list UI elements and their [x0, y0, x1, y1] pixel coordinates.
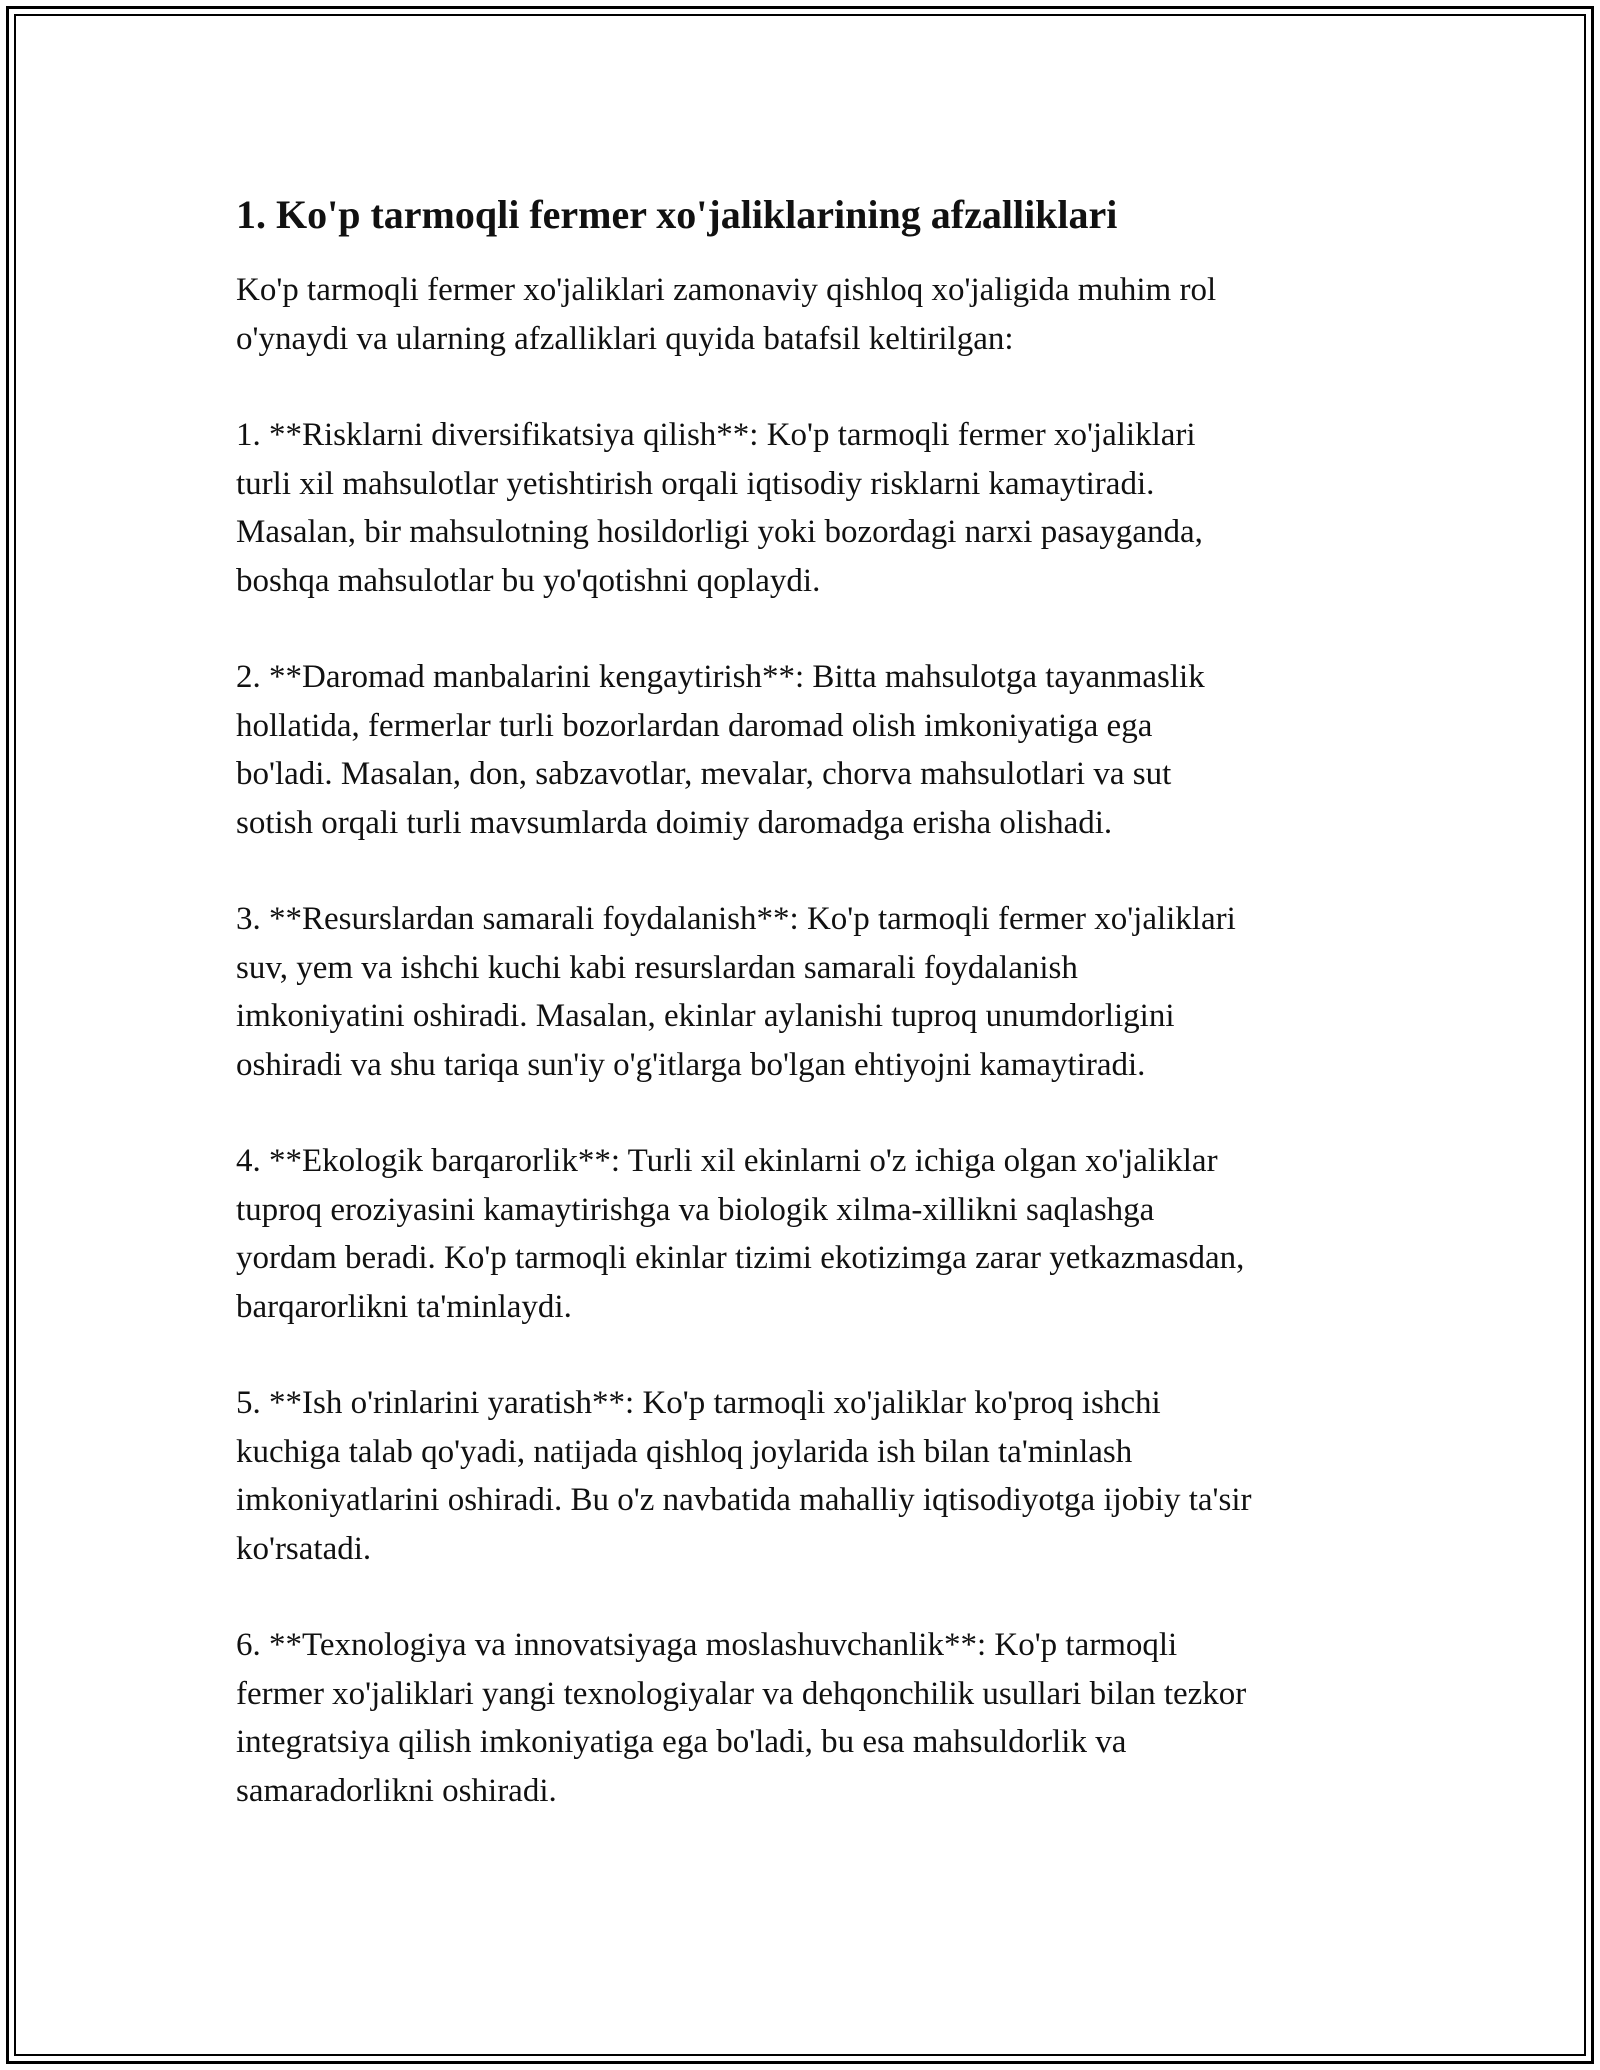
paragraph-line: bo'ladi. Masalan, don, sabzavotlar, mevalar, chorva mahsulotlari va sut	[236, 756, 1172, 792]
document-title: 1. Ko'p tarmoqli fermer xo'jaliklarining afzalliklari	[236, 192, 1118, 237]
paragraph-line: fermer xo'jaliklari yangi texnologiyalar va dehqonchilik usullari bilan tezkor	[236, 1675, 1247, 1712]
document-body	[236, 190, 1376, 1863]
list-item-risk-diversification	[236, 411, 1376, 605]
paragraph-line: suv, yem va ishchi kuchi kabi resurslardan samarali foydalanish	[236, 949, 1078, 986]
paragraph-line: 3. **Resurslardan samarali foydalanish**: Ko'p tarmoqli fermer xo'jaliklari	[236, 901, 1236, 937]
paragraph-line: imkoniyatini oshiradi. Masalan, ekinlar aylanishi tuproq unumdorligini	[236, 998, 1175, 1034]
list-item-income-sources	[236, 653, 1376, 847]
paragraph-line: kuchiga talab qo'yadi, natijada qishloq joylarida ish bilan ta'minlash	[236, 1433, 1133, 1470]
list-item-technology-adaptability	[236, 1621, 1376, 1815]
paragraph-line: turli xil mahsulotlar yetishtirish orqali iqtisodiy risklarni kamaytiradi.	[236, 465, 1155, 502]
paragraph-line: 2. **Daromad manbalarini kengaytirish**: Bitta mahsulotga tayanmaslik	[236, 659, 1205, 695]
paragraph-line: 5. **Ish o'rinlarini yaratish**: Ko'p tarmoqli xo'jaliklar ko'proq ishchi	[236, 1385, 1161, 1421]
paragraph-line: 1. **Risklarni diversifikatsiya qilish**: Ko'p tarmoqli fermer xo'jaliklari	[236, 417, 1196, 453]
paragraph-line: oshiradi va shu tariqa sun'iy o'g'itlarga bo'lgan ehtiyojni kamaytiradi.	[236, 1046, 1146, 1083]
paragraph-line: boshqa mahsulotlar bu yo'qotishni qoplaydi.	[236, 562, 821, 599]
paragraph-line: Ko'p tarmoqli fermer xo'jaliklari zamonaviy qishloq xo'jaligida muhim rol	[236, 272, 1217, 308]
paragraph-line: 6. **Texnologiya va innovatsiyaga moslashuvchanlik**: Ko'p tarmoqli	[236, 1627, 1178, 1663]
list-item-resource-efficiency	[236, 895, 1376, 1089]
paragraph-line: barqarorlikni ta'minlaydi.	[236, 1288, 572, 1325]
list-item-ecological-stability	[236, 1137, 1376, 1331]
paragraph-line: 4. **Ekologik barqarorlik**: Turli xil ekinlarni o'z ichiga olgan xo'jaliklar	[236, 1143, 1218, 1179]
paragraph-line: tuproq eroziyasini kamaytirishga va biologik xilma-xillikni saqlashga	[236, 1191, 1155, 1228]
list-item-job-creation	[236, 1379, 1376, 1573]
paragraph-line: ko'rsatadi.	[236, 1530, 372, 1567]
paragraph-line: sotish orqali turli mavsumlarda doimiy daromadga erisha olishadi.	[236, 804, 1113, 841]
paragraph-line: hollatida, fermerlar turli bozorlardan daromad olish imkoniyatiga ega	[236, 707, 1153, 744]
intro-paragraph	[236, 266, 1376, 363]
paragraph-line: yordam beradi. Ko'p tarmoqli ekinlar tizimi ekotizimga zarar yetkazmasdan,	[236, 1240, 1245, 1276]
paragraph-line: samaradorlikni oshiradi.	[236, 1772, 557, 1809]
paragraph-line: o'ynaydi va ularning afzalliklari quyida batafsil keltirilgan:	[236, 320, 1014, 357]
paragraph-line: imkoniyatlarini oshiradi. Bu o'z navbatida mahalliy iqtisodiyotga ijobiy ta'sir	[236, 1482, 1252, 1518]
paragraph-line: integratsiya qilish imkoniyatiga ega bo'ladi, bu esa mahsuldorlik va	[236, 1724, 1127, 1760]
paragraph-line: Masalan, bir mahsulotning hosildorligi yoki bozordagi narxi pasayganda,	[236, 514, 1203, 550]
